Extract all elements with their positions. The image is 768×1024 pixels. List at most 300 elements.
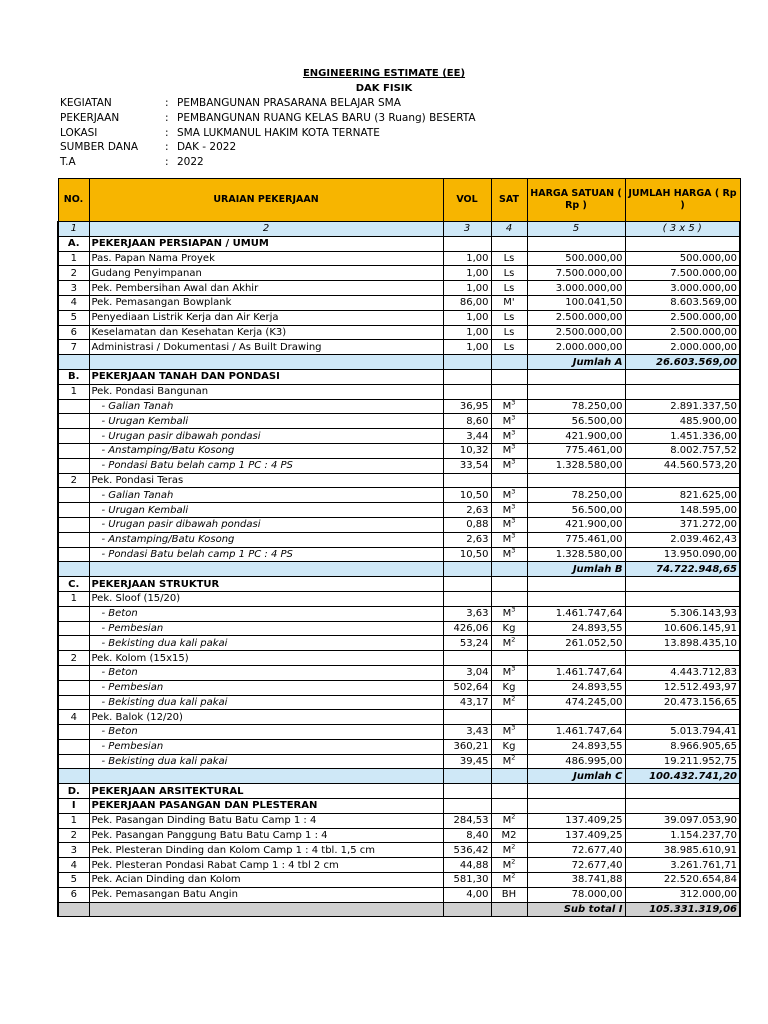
work-description: - Galian Tanah <box>89 488 443 503</box>
work-description: Pek. Plesteran Dinding dan Kolom Camp 1 : 4 tbl. 1,5 cm <box>89 843 443 858</box>
table-row <box>58 828 740 843</box>
table-row <box>58 310 740 325</box>
unit-cell <box>491 251 527 266</box>
row-no <box>58 680 89 695</box>
total-price-cell: 2.500.000,00 <box>625 310 740 325</box>
work-description: - Anstamping/Batu Kosong <box>89 443 443 458</box>
row-no <box>58 606 89 621</box>
unit-price-cell: 1.328.580,00 <box>527 458 625 473</box>
volume-cell: 0,88 <box>443 517 491 532</box>
unit-text: M <box>502 815 512 827</box>
unit-price-cell: 2.000.000,00 <box>527 340 625 355</box>
row-no <box>58 503 89 518</box>
volume-cell: 3,63 <box>443 606 491 621</box>
unit-text: Ls <box>503 341 515 353</box>
empty-cell <box>443 799 491 814</box>
unit-cell <box>491 266 527 281</box>
total-price-cell: 4.443.712,83 <box>625 665 740 680</box>
unit-text: M <box>502 667 512 679</box>
unit-text: M <box>502 756 512 768</box>
unit-price-cell: 1.461.747,64 <box>527 665 625 680</box>
total-price-cell: 1.154.237,70 <box>625 828 740 843</box>
row-no: 1 <box>58 251 89 266</box>
unit-cell <box>491 325 527 340</box>
unit-price-cell: 3.000.000,00 <box>527 281 625 296</box>
table-row <box>58 636 740 651</box>
col-header-harga-satuan: HARGA SATUAN ( Rp ) <box>527 179 625 222</box>
empty-cell <box>491 769 527 784</box>
empty-cell <box>625 591 740 606</box>
unit-price-cell: 1.461.747,64 <box>527 725 625 740</box>
row-no: 2 <box>58 266 89 281</box>
unit-text: M <box>502 489 512 501</box>
info-row-sumber-dana <box>60 140 476 155</box>
empty-cell <box>527 651 625 666</box>
table-row <box>58 887 740 902</box>
section-row <box>58 799 740 814</box>
empty-cell <box>89 902 443 917</box>
row-no <box>58 443 89 458</box>
volume-cell: 53,24 <box>443 636 491 651</box>
info-row-ta <box>60 155 476 170</box>
table-row <box>58 532 740 547</box>
unit-exponent: 3 <box>511 547 516 555</box>
volume-cell: 43,17 <box>443 695 491 710</box>
empty-cell <box>443 562 491 577</box>
total-price-cell: 821.625,00 <box>625 488 740 503</box>
unit-exponent: 3 <box>511 665 516 673</box>
unit-text: M <box>502 534 512 546</box>
total-price-cell: 44.560.573,20 <box>625 458 740 473</box>
table-row <box>58 458 740 473</box>
unit-text: M <box>502 415 512 427</box>
empty-cell <box>491 591 527 606</box>
total-value: 74.722.948,65 <box>625 562 740 577</box>
empty-cell <box>443 473 491 488</box>
row-no: 6 <box>58 325 89 340</box>
section-title: PEKERJAAN PASANGAN DAN PLESTERAN <box>89 799 443 814</box>
unit-text: M <box>502 726 512 738</box>
total-price-cell: 2.891.337,50 <box>625 399 740 414</box>
total-row <box>58 355 740 370</box>
empty-cell <box>527 473 625 488</box>
table-row <box>58 858 740 873</box>
volume-cell: 1,00 <box>443 251 491 266</box>
table-row <box>58 813 740 828</box>
info-colon: : <box>165 141 169 154</box>
row-no <box>58 725 89 740</box>
work-description: - Bekisting dua kali pakai <box>89 695 443 710</box>
section-title: PEKERJAAN STRUKTUR <box>89 577 443 592</box>
empty-cell <box>491 577 527 592</box>
unit-cell <box>491 754 527 769</box>
unit-exponent: 3 <box>511 724 516 733</box>
volume-cell: 8,40 <box>443 828 491 843</box>
unit-text: BH <box>501 889 517 901</box>
unit-exponent: 2 <box>511 695 516 703</box>
unit-text: Ls <box>503 252 515 264</box>
info-label: LOKASI <box>60 126 98 139</box>
unit-cell <box>491 488 527 503</box>
unit-exponent: 3 <box>511 443 516 452</box>
empty-cell <box>58 355 89 370</box>
total-price-cell: 39.097.053,90 <box>625 813 740 828</box>
col-header-jumlah-harga: JUMLAH HARGA ( Rp ) <box>625 179 740 222</box>
total-price-cell: 13.950.090,00 <box>625 547 740 562</box>
col-header-sat: SAT <box>491 179 527 222</box>
unit-cell <box>491 680 527 695</box>
unit-price-cell: 1.461.747,64 <box>527 606 625 621</box>
empty-cell <box>527 369 625 384</box>
volume-cell: 36,95 <box>443 399 491 414</box>
unit-cell <box>491 399 527 414</box>
row-no: 6 <box>58 887 89 902</box>
unit-cell <box>491 887 527 902</box>
work-description: Pek. Pasangan Dinding Batu Batu Camp 1 : 4 <box>89 813 443 828</box>
work-description: - Beton <box>89 665 443 680</box>
row-no: 2 <box>58 651 89 666</box>
info-colon: : <box>165 97 169 109</box>
volume-cell: 10,50 <box>443 488 491 503</box>
row-no <box>58 636 89 651</box>
unit-exponent: 3 <box>511 413 516 422</box>
table-row <box>58 488 740 503</box>
index-cell: 3 <box>443 222 491 237</box>
empty-cell <box>443 902 491 917</box>
volume-cell: 86,00 <box>443 295 491 310</box>
work-description: Pek. Pasangan Panggung Batu Batu Camp 1 : 4 <box>89 828 443 843</box>
unit-cell <box>491 429 527 444</box>
group-row <box>58 710 740 725</box>
empty-cell <box>625 799 740 814</box>
unit-exponent: 3 <box>511 502 516 511</box>
info-colon: : <box>165 156 169 169</box>
document-subtitle: DAK FISIK <box>355 83 413 94</box>
unit-cell <box>491 665 527 680</box>
row-no: 1 <box>58 813 89 828</box>
unit-price-cell: 775.461,00 <box>527 443 625 458</box>
unit-exponent: 2 <box>511 754 516 762</box>
info-row-kegiatan <box>60 96 476 111</box>
volume-cell: 284,53 <box>443 813 491 828</box>
unit-text: Ls <box>503 282 515 294</box>
unit-cell <box>491 621 527 636</box>
unit-cell <box>491 725 527 740</box>
total-price-cell: 13.898.435,10 <box>625 636 740 651</box>
unit-exponent: 3 <box>511 428 516 437</box>
volume-cell: 2,63 <box>443 503 491 518</box>
unit-price-cell: 72.677,40 <box>527 858 625 873</box>
col-header-no: NO. <box>58 179 89 222</box>
info-colon: : <box>165 126 169 139</box>
unit-text: Ls <box>503 326 515 338</box>
table-row <box>58 414 740 429</box>
empty-cell <box>491 355 527 370</box>
unit-price-cell: 2.500.000,00 <box>527 310 625 325</box>
total-label: Sub total I <box>527 902 625 917</box>
row-no: 4 <box>58 710 89 725</box>
volume-cell: 2,63 <box>443 532 491 547</box>
unit-cell <box>491 695 527 710</box>
unit-price-cell: 421.900,00 <box>527 517 625 532</box>
unit-cell <box>491 340 527 355</box>
work-description: - Urugan pasir dibawah pondasi <box>89 517 443 532</box>
row-no <box>58 414 89 429</box>
table-row <box>58 739 740 754</box>
unit-price-cell: 78.250,00 <box>527 488 625 503</box>
row-no <box>58 665 89 680</box>
unit-text: M <box>502 548 512 560</box>
total-price-cell: 1.451.336,00 <box>625 429 740 444</box>
total-price-cell: 2.039.462,43 <box>625 532 740 547</box>
unit-cell <box>491 517 527 532</box>
total-price-cell: 12.512.493,97 <box>625 680 740 695</box>
info-label: T.A <box>60 156 76 169</box>
table-row <box>58 399 740 414</box>
unit-exponent: 3 <box>511 487 516 496</box>
unit-price-cell: 474.245,00 <box>527 695 625 710</box>
total-price-cell: 312.000,00 <box>625 887 740 902</box>
group-title: Pek. Pondasi Bangunan <box>89 384 443 399</box>
unit-price-cell: 137.409,25 <box>527 828 625 843</box>
row-no <box>58 399 89 414</box>
table-row <box>58 503 740 518</box>
info-row-pekerjaan <box>60 111 476 126</box>
empty-cell <box>443 710 491 725</box>
volume-cell: 4,00 <box>443 887 491 902</box>
row-no <box>58 458 89 473</box>
total-price-cell: 2.500.000,00 <box>625 325 740 340</box>
row-no: 2 <box>58 473 89 488</box>
work-description: - Pondasi Batu belah camp 1 PC : 4 PS <box>89 547 443 562</box>
group-title: Pek. Sloof (15/20) <box>89 591 443 606</box>
unit-exponent: 2 <box>511 857 516 866</box>
unit-exponent: 2 <box>511 635 516 644</box>
group-title: Pek. Balok (12/20) <box>89 710 443 725</box>
work-description: - Galian Tanah <box>89 399 443 414</box>
row-no: 5 <box>58 310 89 325</box>
empty-cell <box>527 591 625 606</box>
unit-price-cell: 500.000,00 <box>527 251 625 266</box>
col-header-vol: VOL <box>443 179 491 222</box>
row-no: 3 <box>58 843 89 858</box>
unit-text: M2 <box>501 830 517 842</box>
work-description: Pek. Pemasangan Batu Angin <box>89 887 443 902</box>
total-price-cell: 8.966.905,65 <box>625 739 740 754</box>
volume-cell: 360,21 <box>443 739 491 754</box>
table-row <box>58 517 740 532</box>
row-no <box>58 621 89 636</box>
total-row <box>58 769 740 784</box>
total-label: Jumlah C <box>527 769 625 784</box>
empty-cell <box>625 577 740 592</box>
empty-cell <box>443 384 491 399</box>
empty-cell <box>491 799 527 814</box>
unit-text: M <box>502 445 512 457</box>
unit-price-cell: 7.500.000,00 <box>527 266 625 281</box>
empty-cell <box>625 710 740 725</box>
total-price-cell: 3.000.000,00 <box>625 281 740 296</box>
unit-cell <box>491 873 527 888</box>
row-no: B. <box>58 369 89 384</box>
empty-cell <box>625 651 740 666</box>
unit-exponent: 2 <box>511 842 516 851</box>
empty-cell <box>491 473 527 488</box>
unit-cell <box>491 532 527 547</box>
work-description: - Urugan pasir dibawah pondasi <box>89 429 443 444</box>
unit-cell <box>491 813 527 828</box>
empty-cell <box>491 651 527 666</box>
empty-cell <box>443 236 491 251</box>
empty-cell <box>491 562 527 577</box>
empty-cell <box>443 577 491 592</box>
empty-cell <box>491 902 527 917</box>
row-no: C. <box>58 577 89 592</box>
table-body <box>58 222 740 917</box>
empty-cell <box>491 710 527 725</box>
group-row <box>58 591 740 606</box>
table-header-row <box>58 179 740 222</box>
unit-exponent: 2 <box>511 872 516 881</box>
unit-cell <box>491 547 527 562</box>
empty-cell <box>527 577 625 592</box>
total-price-cell: 19.211.952,75 <box>625 754 740 769</box>
empty-cell <box>443 651 491 666</box>
info-label: KEGIATAN <box>60 97 112 109</box>
row-no: I <box>58 799 89 814</box>
table-row <box>58 606 740 621</box>
section-title: PEKERJAAN PERSIAPAN / UMUM <box>89 236 443 251</box>
col-header-uraian: URAIAN PEKERJAAN <box>89 179 443 222</box>
unit-text: M <box>502 844 512 856</box>
table-row <box>58 340 740 355</box>
empty-cell <box>89 355 443 370</box>
table-row <box>58 443 740 458</box>
unit-text: Kg <box>502 741 516 753</box>
section-row <box>58 577 740 592</box>
row-no <box>58 429 89 444</box>
table-row <box>58 843 740 858</box>
total-price-cell: 20.473.156,65 <box>625 695 740 710</box>
unit-price-cell: 24.893,55 <box>527 739 625 754</box>
work-description: Penyediaan Listrik Kerja dan Air Kerja <box>89 310 443 325</box>
total-price-cell: 485.900,00 <box>625 414 740 429</box>
empty-cell <box>491 784 527 799</box>
work-description: - Beton <box>89 606 443 621</box>
volume-cell: 3,04 <box>443 665 491 680</box>
unit-text: M <box>502 519 512 531</box>
total-price-cell: 148.595,00 <box>625 503 740 518</box>
unit-cell <box>491 443 527 458</box>
table-row <box>58 295 740 310</box>
unit-text: Kg <box>502 622 516 634</box>
work-description: Administrasi / Dokumentasi / As Built Drawing <box>89 340 443 355</box>
volume-cell: 10,32 <box>443 443 491 458</box>
total-price-cell: 8.002.757,52 <box>625 443 740 458</box>
unit-price-cell: 261.052,50 <box>527 636 625 651</box>
unit-cell <box>491 310 527 325</box>
table-row <box>58 547 740 562</box>
work-description: Pas. Papan Nama Proyek <box>89 251 443 266</box>
volume-cell: 39,45 <box>443 754 491 769</box>
empty-cell <box>527 799 625 814</box>
volume-cell: 581,30 <box>443 873 491 888</box>
table-row <box>58 251 740 266</box>
empty-cell <box>491 384 527 399</box>
volume-cell: 1,00 <box>443 310 491 325</box>
work-description: - Bekisting dua kali pakai <box>89 754 443 769</box>
empty-cell <box>491 236 527 251</box>
unit-price-cell: 100.041,50 <box>527 295 625 310</box>
unit-cell <box>491 606 527 621</box>
volume-cell: 1,00 <box>443 325 491 340</box>
volume-cell: 426,06 <box>443 621 491 636</box>
total-price-cell: 22.520.654,84 <box>625 873 740 888</box>
row-no <box>58 517 89 532</box>
work-description: - Beton <box>89 725 443 740</box>
group-row <box>58 473 740 488</box>
empty-cell <box>625 384 740 399</box>
row-no: 7 <box>58 340 89 355</box>
unit-price-cell: 486.995,00 <box>527 754 625 769</box>
work-description: Pek. Plesteran Pondasi Rabat Camp 1 : 4 tbl 2 cm <box>89 858 443 873</box>
volume-cell: 536,42 <box>443 843 491 858</box>
unit-exponent: 2 <box>511 813 516 821</box>
total-price-cell: 7.500.000,00 <box>625 266 740 281</box>
total-value: 26.603.569,00 <box>625 355 740 370</box>
empty-cell <box>625 236 740 251</box>
empty-cell <box>625 369 740 384</box>
unit-exponent: 3 <box>511 517 516 525</box>
unit-price-cell: 78.250,00 <box>527 399 625 414</box>
unit-price-cell: 38.741,88 <box>527 873 625 888</box>
unit-cell <box>491 858 527 873</box>
volume-cell: 1,00 <box>443 281 491 296</box>
unit-text: M <box>502 696 512 708</box>
index-cell: 1 <box>58 222 89 237</box>
work-description: Pek. Pembersihan Awal dan Akhir <box>89 281 443 296</box>
empty-cell <box>527 784 625 799</box>
work-description: Keselamatan dan Kesehatan Kerja (K3) <box>89 325 443 340</box>
volume-cell: 1,00 <box>443 266 491 281</box>
table-row <box>58 429 740 444</box>
section-row <box>58 784 740 799</box>
work-description: Pek. Acian Dinding dan Kolom <box>89 873 443 888</box>
work-description: Pek. Pemasangan Bowplank <box>89 295 443 310</box>
total-price-cell: 371.272,00 <box>625 517 740 532</box>
work-description: - Pembesian <box>89 680 443 695</box>
unit-text: M' <box>503 297 515 309</box>
unit-exponent: 3 <box>511 399 516 407</box>
unit-exponent: 3 <box>511 606 516 614</box>
row-no: D. <box>58 784 89 799</box>
total-label: Jumlah B <box>527 562 625 577</box>
row-no <box>58 547 89 562</box>
work-description: - Urugan Kembali <box>89 503 443 518</box>
column-index-row <box>58 222 740 237</box>
unit-cell <box>491 828 527 843</box>
total-price-cell: 8.603.569,00 <box>625 295 740 310</box>
empty-cell <box>89 562 443 577</box>
info-value: PEMBANGUNAN RUANG KELAS BARU (3 Ruang) BESERTA <box>177 111 476 124</box>
info-label: PEKERJAAN <box>60 111 120 124</box>
unit-cell <box>491 739 527 754</box>
volume-cell: 3,44 <box>443 429 491 444</box>
document-title: ENGINEERING ESTIMATE (EE) <box>302 68 466 79</box>
unit-text: M <box>502 460 512 472</box>
unit-price-cell: 1.328.580,00 <box>527 547 625 562</box>
volume-cell: 33,54 <box>443 458 491 473</box>
